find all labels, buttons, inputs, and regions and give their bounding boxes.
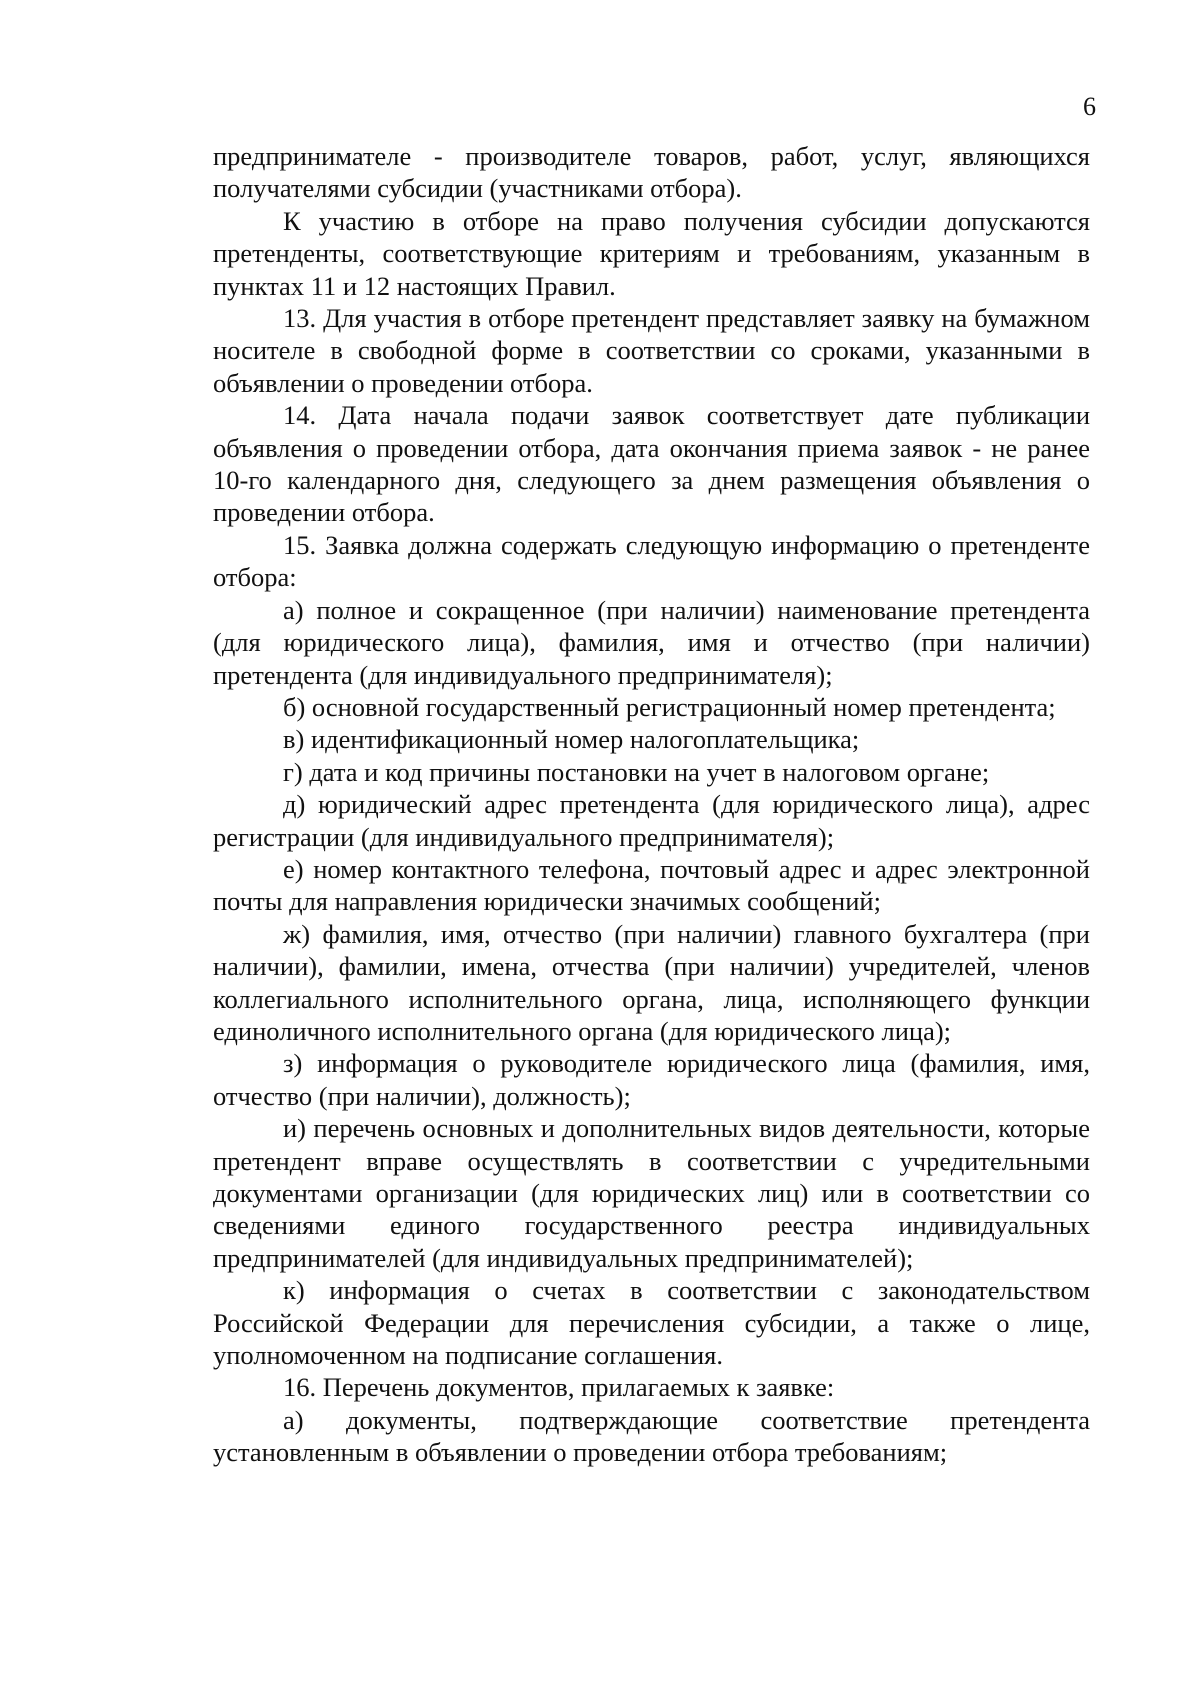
list-item-k: к) информация о счетах в соответствии с законодательством Российской Федерации для перечисления субсидии, а также о лице, уполномоченном на подписание соглашения. [213,1275,1090,1371]
list-item-e: е) номер контактного телефона, почтовый адрес и адрес электронной почты для направления юридически значимых сообщений; [213,853,1090,917]
list-item-a: а) полное и сокращенное (при наличии) наименование претендента (для юридического лица), фамилия, имя и отчество (при наличии) претендента (для индивидуального предпринимателя); [213,594,1090,690]
list-item-zh: ж) фамилия, имя, отчество (при наличии) главного бухгалтера (при наличии), фамилии, имена, отчества (при наличии) учредителей, членов коллегиального исполнительного органа, лица, исполняющего функции единоличного исполнительного органа (для юридического лица); [213,918,1090,1046]
paragraph-15: 15. Заявка должна содержать следующую информацию о претенденте отбора: [213,529,1090,593]
list-item-16-a: а) документы, подтверждающие соответствие претендента установленным в объявлении о проведении отбора требованиям; [213,1404,1090,1468]
paragraph-continuation: предпринимателе - производителе товаров, работ, услуг, являющихся получателями субсидии (участниками отбора). [213,141,1090,204]
page-number: 6 [1083,92,1096,121]
list-item-z: з) информация о руководителе юридического лица (фамилия, имя, отчество (при наличии), должность); [213,1048,1090,1111]
list-item-g: г) дата и код причины постановки на учет в налоговом органе; [283,756,990,787]
paragraph-14: 14. Дата начала подачи заявок соответствует дате публикации объявления о проведении отбора, дата окончания приема заявок - не ранее 10-го календарного дня, следующего за днем размещения объявления о проведении отбора. [213,400,1090,528]
paragraph-admission: К участию в отборе на право получения субсидии допускаются претенденты, соответствующие критериям и требованиям, указанным в пунктах 11 и 12 настоящих Правил. [213,205,1090,301]
list-item-b: б) основной государственный регистрационный номер претендента; [283,691,1056,722]
list-item-v: в) идентификационный номер налогоплательщика; [283,724,860,755]
paragraph-16: 16. Перечень документов, прилагаемых к заявке: [283,1372,835,1403]
paragraph-13: 13. Для участия в отборе претендент представляет заявку на бумажном носителе в свободной форме в соответствии со сроками, указанными в объявлении о проведении отбора. [213,303,1090,398]
list-item-d: д) юридический адрес претендента (для юридического лица), адрес регистрации (для индивидуального предпринимателя); [213,789,1090,852]
document-body [213,140,1090,1469]
list-item-i: и) перечень основных и дополнительных видов деятельности, которые претендент вправе осуществлять в соответствии с учредительными документами организации (для юридических лиц) или в соответствии со сведениями единого государственного реестра индивидуальных предпринимателей (для индивидуальных предпринимателей); [213,1113,1090,1273]
